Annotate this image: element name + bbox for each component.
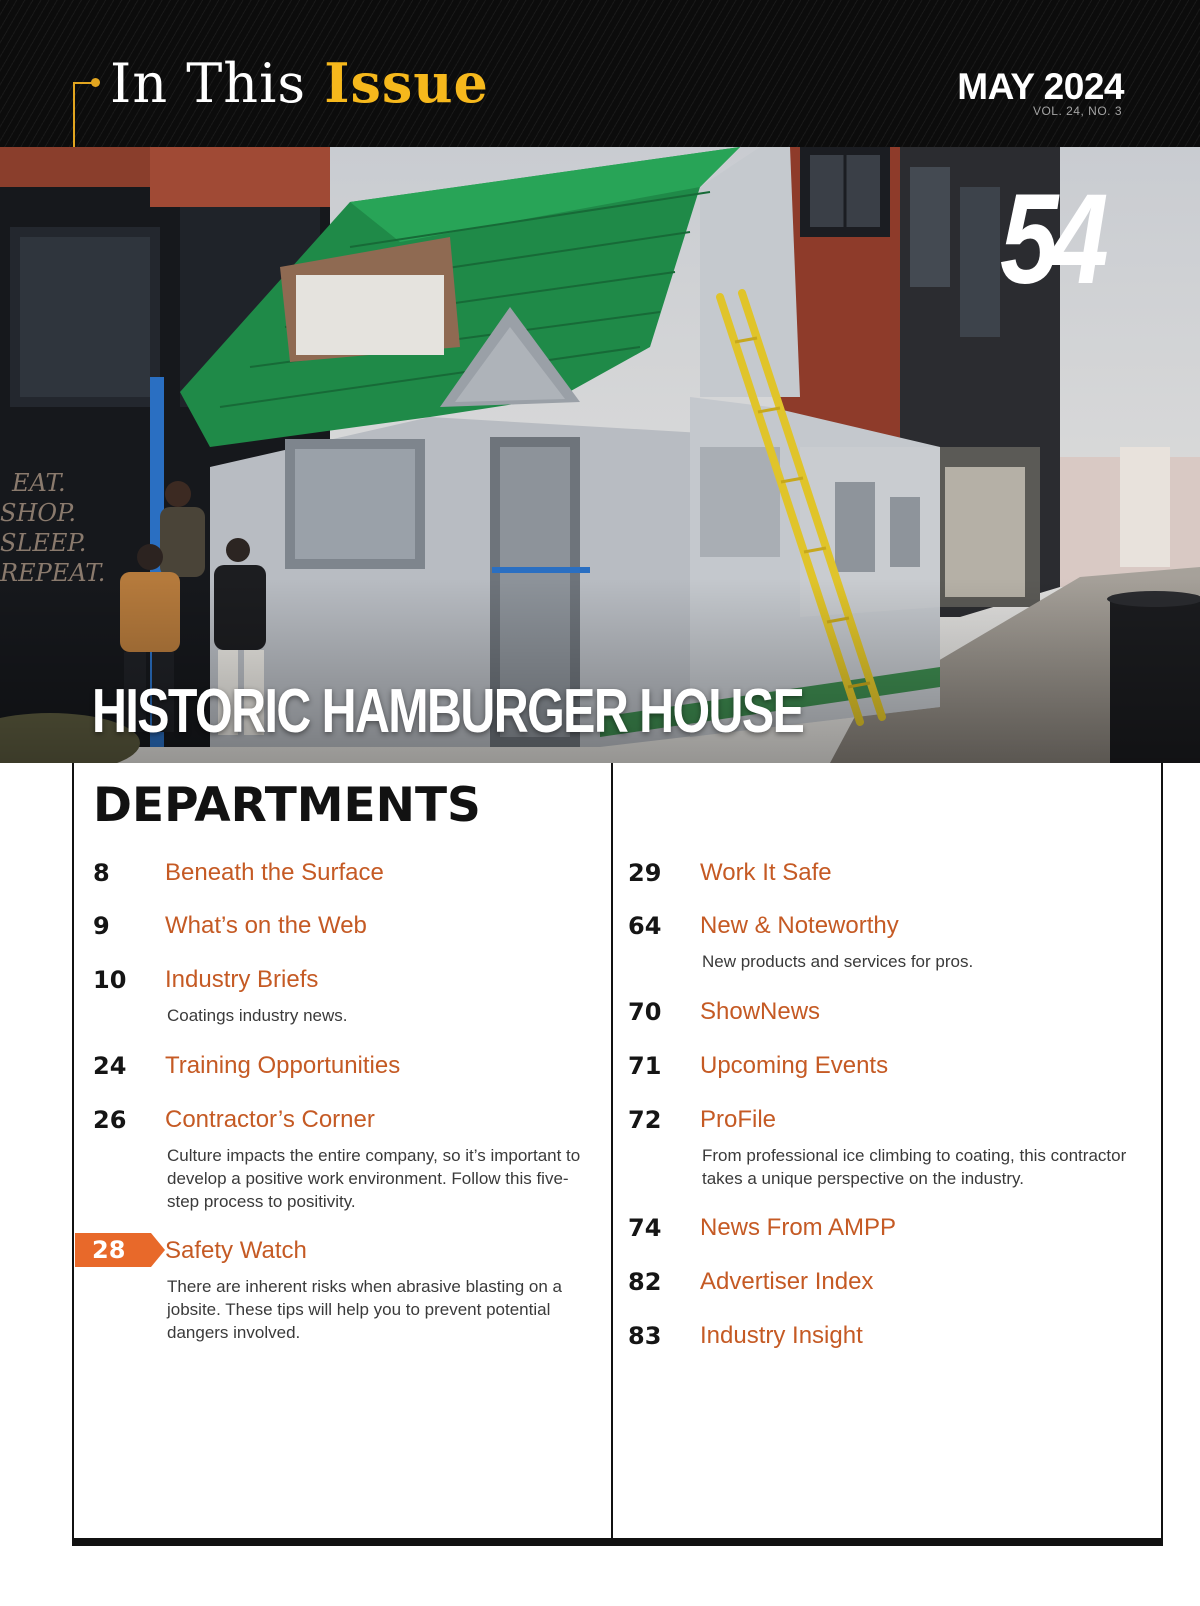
dept-title-link[interactable]: Upcoming Events [700,1052,889,1079]
dept-page-number: 64 [628,912,662,940]
dept-title-link[interactable]: What’s on the Web [165,912,367,939]
dept-description: Culture impacts the entire company, so it’s important to develop a positive work environment. Follow this five-step process to positivity. [167,1146,581,1211]
departments-heading: DEPARTMENTS [93,778,481,833]
box-border-right [1161,763,1163,1545]
dept-title-link[interactable]: ProFile [700,1106,777,1133]
column-divider [611,763,613,1545]
dept-page-number: 72 [628,1106,662,1134]
issue-date: MAY 2024 [957,66,1124,107]
dept-title-link[interactable]: Industry Briefs [165,966,319,993]
box-border-bottom [72,1538,1163,1546]
dept-page-number-highlighted: 28 [92,1236,126,1264]
dept-page-number: 83 [628,1322,662,1350]
issue-title-accent: Issue [324,51,489,115]
dept-page-number: 26 [93,1106,127,1134]
feature-page-number[interactable]: 54 [999,168,1100,311]
dept-page-number: 29 [628,859,662,887]
dept-title-link[interactable]: News From AMPP [700,1214,897,1241]
dept-title-link[interactable]: ShowNews [700,998,821,1025]
dept-title-link[interactable]: Safety Watch [165,1237,307,1264]
dept-title-link[interactable]: New & Noteworthy [700,912,899,939]
dept-description: From professional ice climbing to coating, this contractor takes a unique perspective on the industry. [702,1146,1127,1188]
dept-title-link[interactable]: Beneath the Surface [165,859,384,886]
dept-title-link[interactable]: Work It Safe [700,859,832,886]
dept-description: There are inherent risks when abrasive blasting on a jobsite. These tips will help you to prevent potential dangers involved. [167,1277,562,1342]
header-bracket-line [73,82,75,148]
issue-header [0,0,1200,147]
header-bracket-dot [91,78,100,87]
dept-description: New products and services for pros. [702,952,974,971]
box-border-left [72,763,74,1545]
dept-page-number: 82 [628,1268,662,1296]
dept-page-number: 9 [93,912,110,940]
issue-volume: VOL. 24, NO. 3 [1032,104,1122,118]
dept-title-link[interactable]: Training Opportunities [165,1052,401,1079]
dept-title-link[interactable]: Advertiser Index [700,1268,874,1295]
dept-title-link[interactable]: Contractor’s Corner [165,1106,375,1133]
dept-page-number: 10 [93,966,127,994]
dept-page-number: 8 [93,859,110,887]
dept-description: Coatings industry news. [167,1006,348,1025]
dept-title-link[interactable]: Industry Insight [700,1322,863,1349]
feature-story-title[interactable]: HISTORIC HAMBURGER HOUSE [92,677,804,746]
dept-page-number: 71 [628,1052,662,1080]
in-this-issue-title: In This Issue [110,51,489,115]
dept-page-number: 70 [628,998,662,1026]
dept-page-number: 24 [93,1052,127,1080]
feature-photo[interactable] [0,147,1200,763]
dept-page-number: 74 [628,1214,662,1242]
